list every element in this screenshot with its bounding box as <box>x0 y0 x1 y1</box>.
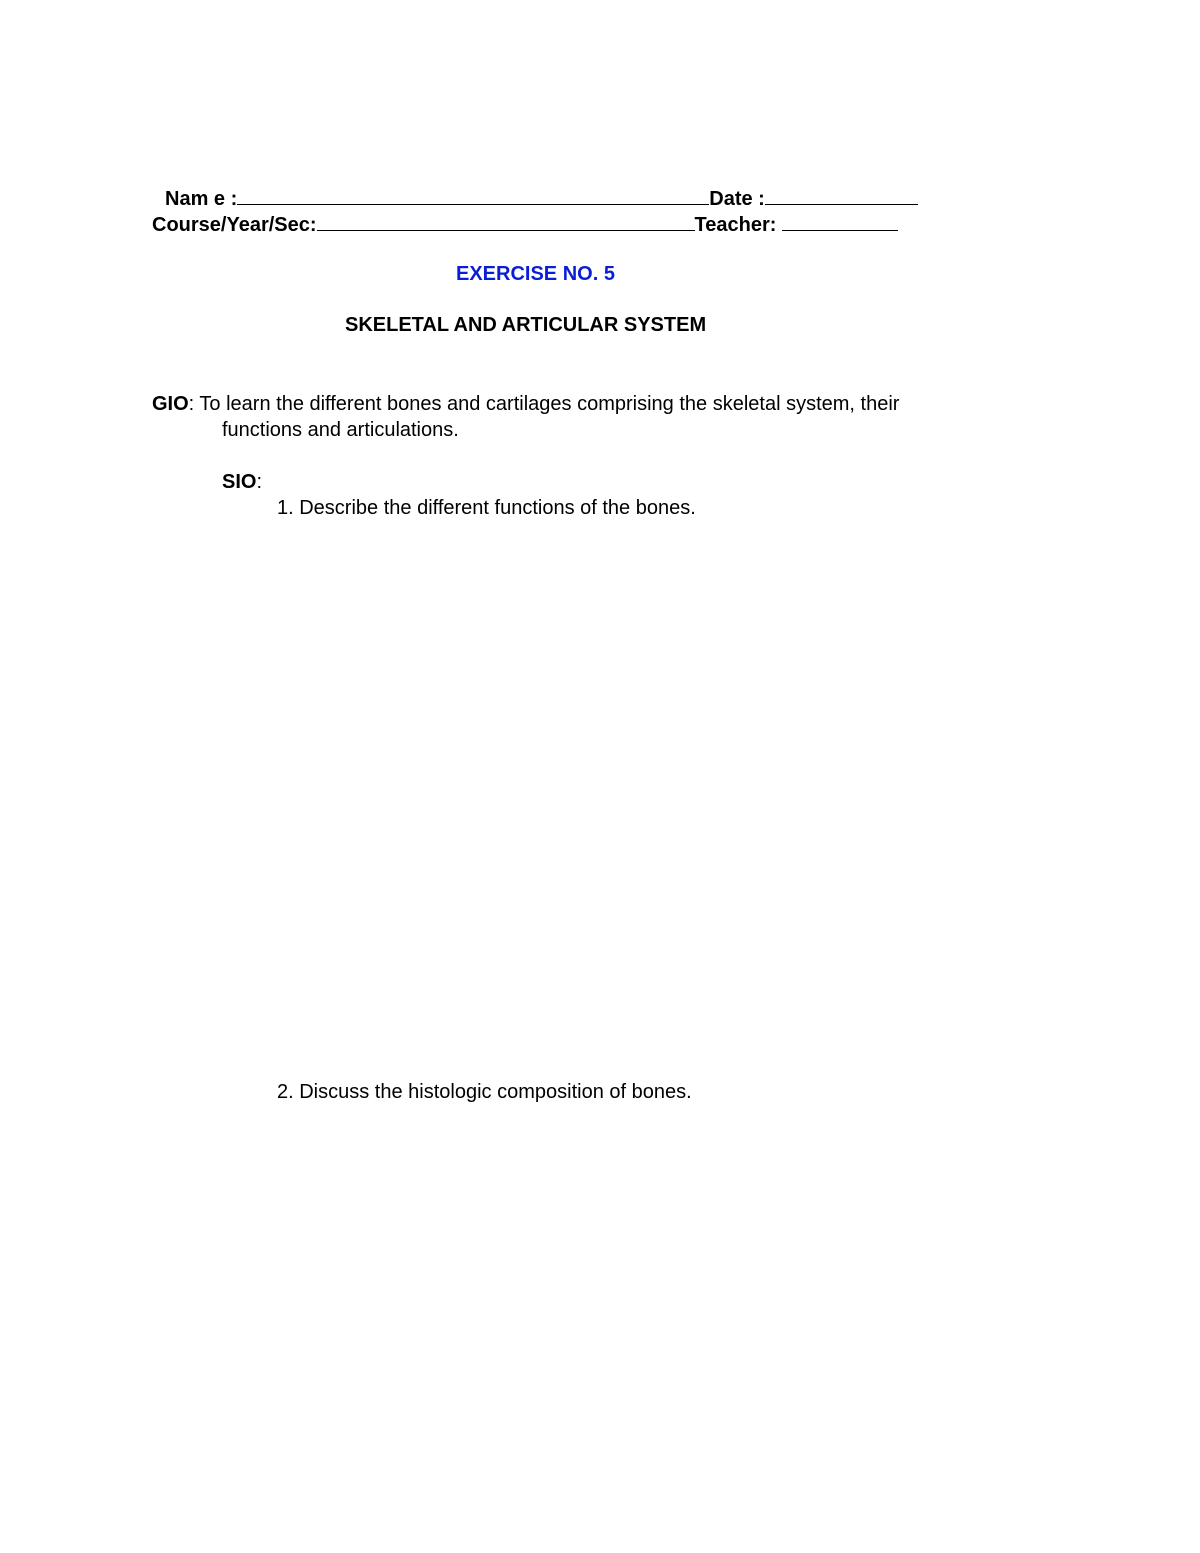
section-title: SKELETAL AND ARTICULAR SYSTEM <box>345 314 707 336</box>
teacher-label: Teacher: <box>694 214 782 236</box>
course-label: Course/Year/Sec: <box>152 214 317 236</box>
sio-item-1: 1. Describe the different functions of the bones. <box>277 497 696 519</box>
teacher-field[interactable] <box>782 211 898 231</box>
gio-label: GIO <box>152 393 189 415</box>
course-field[interactable] <box>317 211 695 231</box>
name-label: Nam e : <box>165 188 238 210</box>
date-field[interactable] <box>765 185 918 205</box>
course-row <box>152 211 898 238</box>
date-label: Date : <box>709 188 765 210</box>
gio-line-2: functions and articulations. <box>222 419 459 441</box>
name-field[interactable] <box>237 185 709 205</box>
gio-text-1: : To learn the different bones and cartilages comprising the skeletal system, their <box>188 393 900 415</box>
sio-item-2: 2. Discuss the histologic composition of bones. <box>277 1081 692 1103</box>
exercise-title: EXERCISE NO. 5 <box>456 263 615 285</box>
sio-label: SIO <box>222 471 257 493</box>
sio-heading <box>222 469 262 495</box>
name-row <box>165 185 918 212</box>
gio-line-1 <box>152 391 899 417</box>
sio-colon: : <box>256 471 263 493</box>
